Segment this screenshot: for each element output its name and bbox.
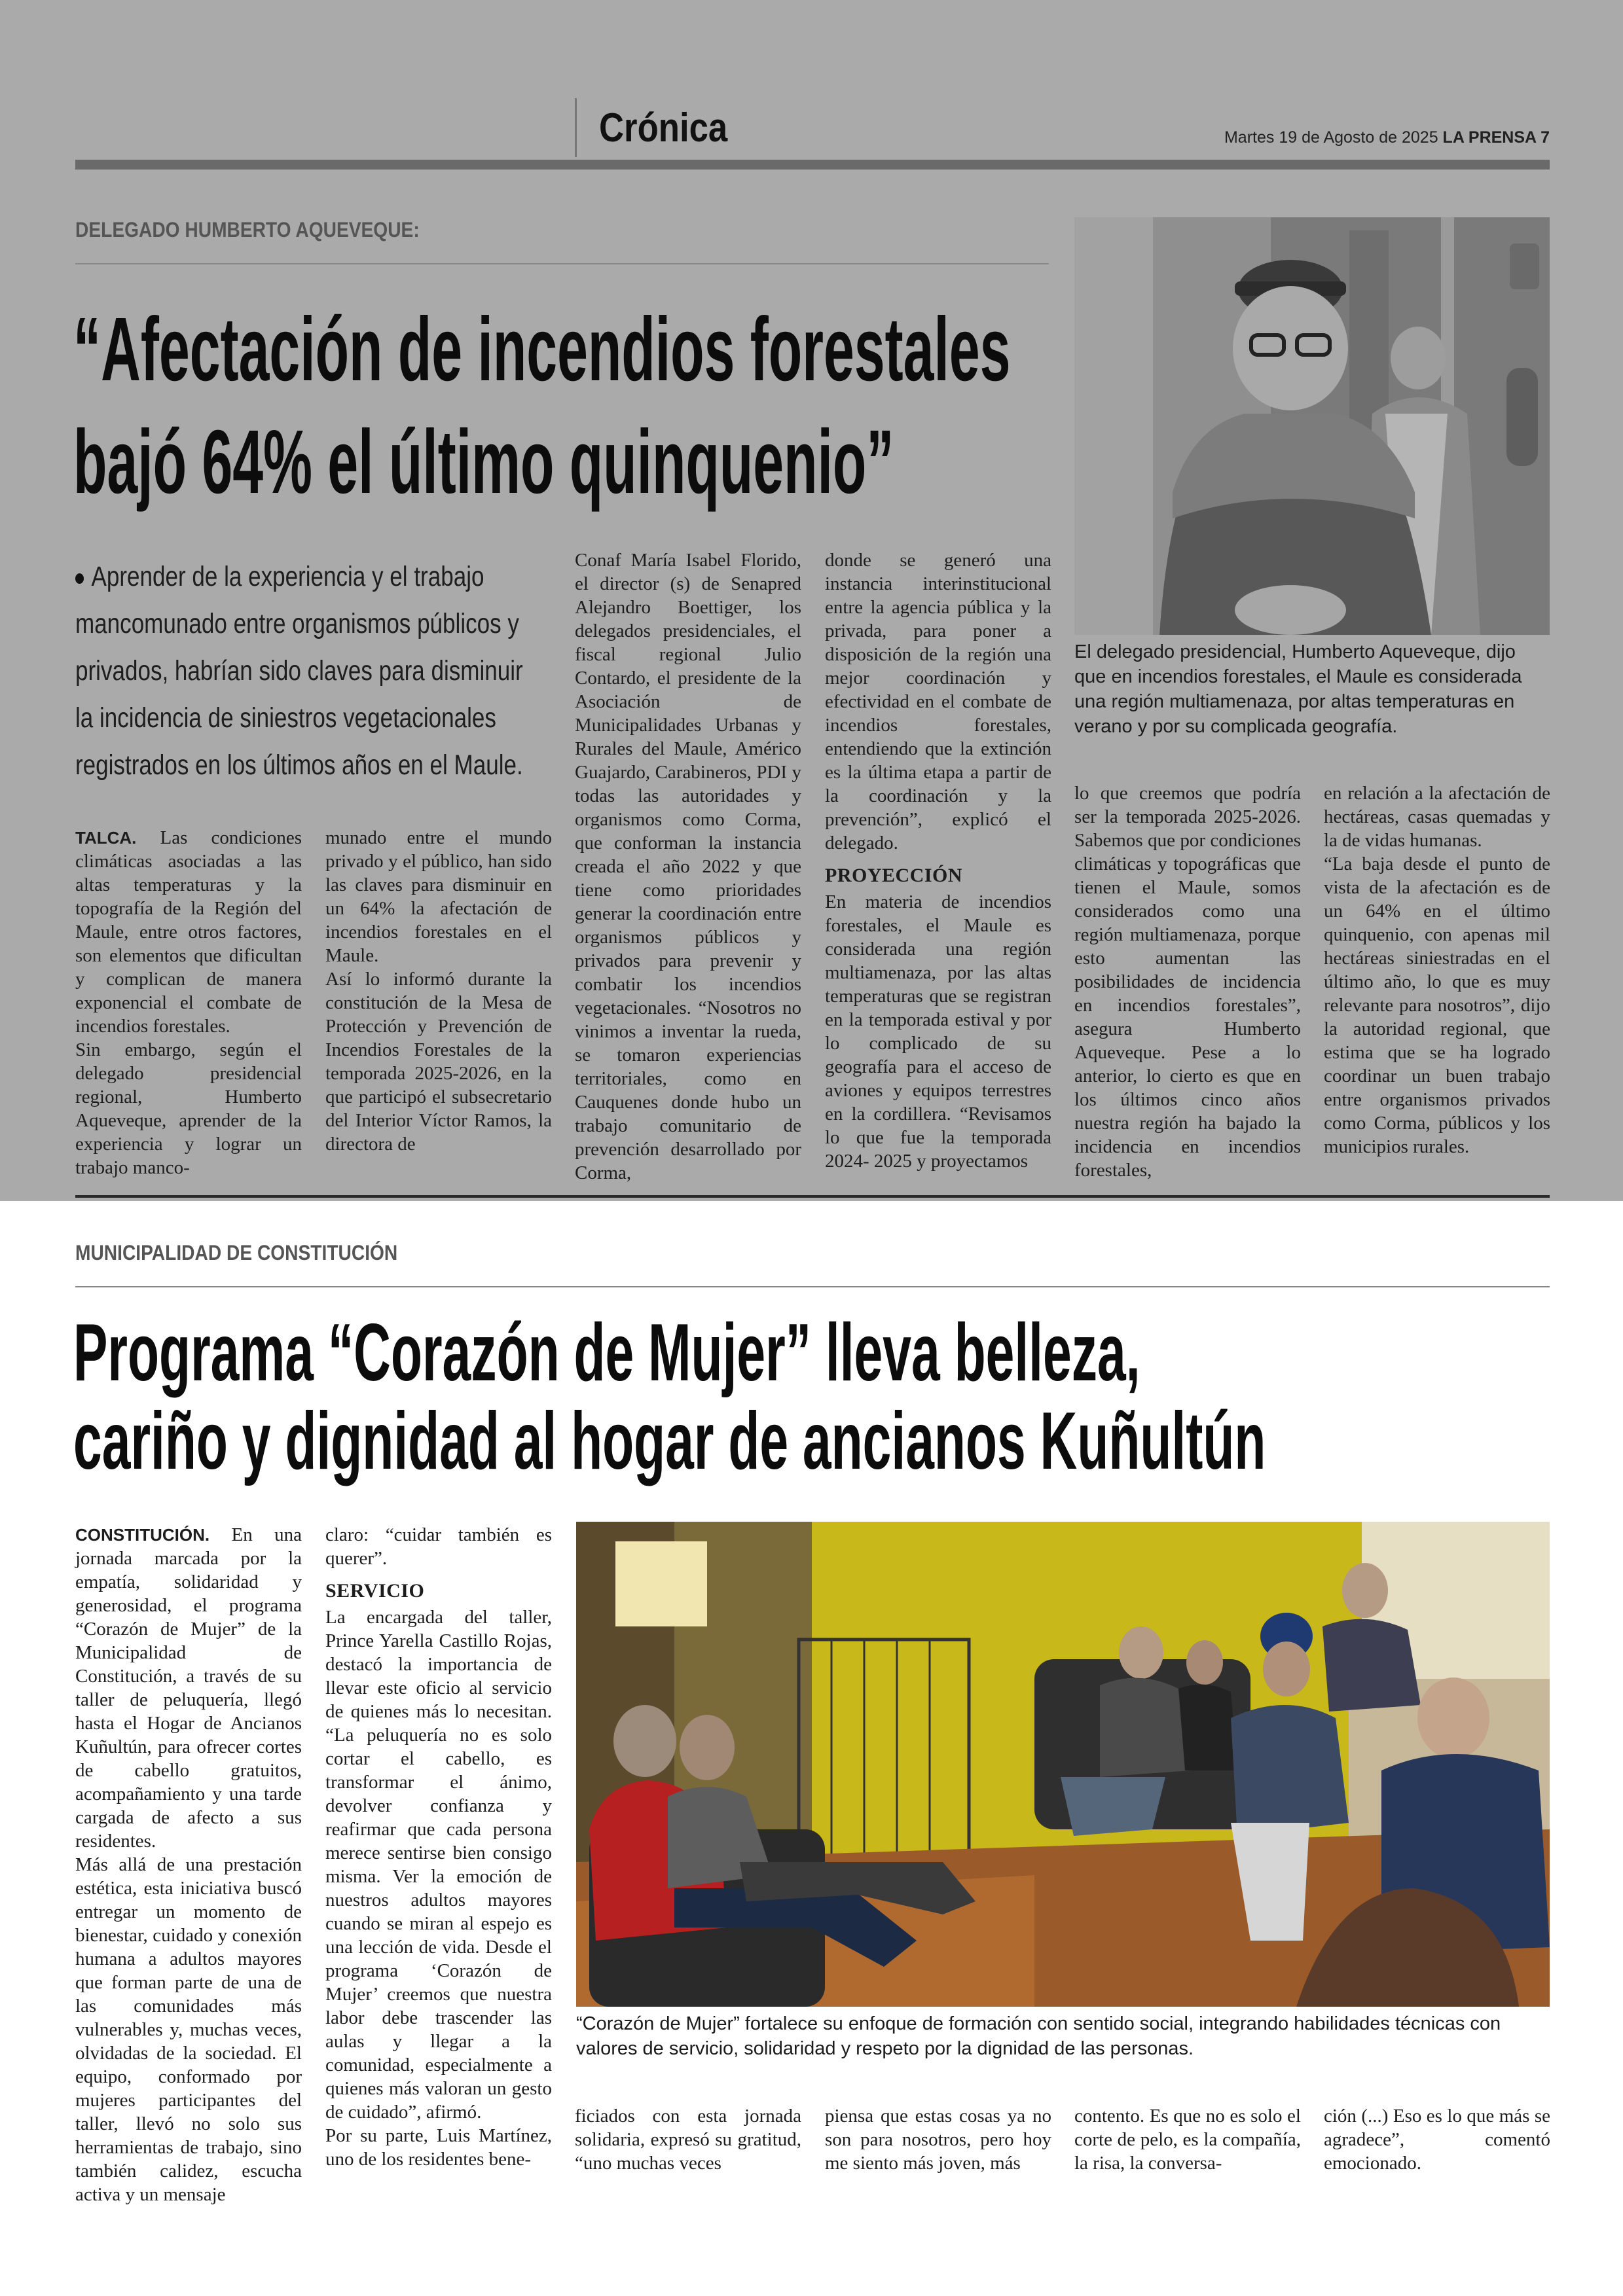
article1-headline-line2: bajó 64% el último quinquenio” [73,412,894,512]
page-header-info [1224,128,1550,147]
article2-photo [576,1522,1550,2007]
article2-col5-p1: contento. Es que no es solo el corte de pelo, es la compañía, la risa, la conversa- [1074,2106,1301,2174]
article2-headline-line1: Programa “Corazón de Mujer” lleva belleza, [73,1308,1140,1398]
article2-dateline: CONSTITUCIÓN. [75,1525,210,1545]
article1-col2-p1: munado entre el mundo privado y el público, han sido las claves para disminuir en un 64% la afectación de incendios forestales en el Maule. [325,827,552,966]
article1-deck [75,553,547,789]
article1-col1-p2: Sin embargo, según el delegado presidencial regional, Humberto Aqueveque, aprender de la experiencia y lograr un trabajo manco- [75,1039,302,1178]
article-separator [75,1195,1550,1198]
article1-col5-p1: lo que creemos que podría ser la temporada 2025-2026. Sabemos que por condiciones climáticas y topográficas que tienen el Maule, somos considerados como una región multiamenaza, porque esto aumentan las posibilidades de incidencia en incendios forestales”, asegura Humberto Aqueveque. Pese a lo anterior, lo cierto es que en los últimos cinco años nuestra región ha bajado la incidencia en incendios forestales, [1074,783,1301,1181]
article2-col2-p1: claro: “cuidar también es querer”. [325,1524,552,1569]
article2-subhead: SERVICIO [325,1580,425,1602]
article1-headline-line1: “Afectación de incendios forestales [73,299,1011,400]
article2-photo-caption: “Corazón de Mujer” fortalece su enfoque de formación con sentido social, integrando habilidades técnicas con valores de servicio, solidaridad y respeto por la dignidad de las personas. [576,2013,1501,2059]
article2-col3-p1: ficiados con esta jornada solidaria, expresó su gratitud, “uno muchas veces [575,2106,801,2174]
article1-column-3 [575,548,801,1185]
article1-kicker-rule [75,263,1049,264]
issue-date: Martes 19 de Agosto de 2025 [1224,128,1438,147]
article2-col1-p1: En una jornada marcada por la empatía, solidaridad y generosidad, el programa “Corazón de Mujer” de la Municipalidad de Constitución, a través de su taller de peluquería, llegó hasta el Hogar de Ancianos Kuñultún, para ofrecer cortes de cabello gratuitos, acompañamiento y una tarde cargada de afecto a sus residentes. [75,1524,302,1852]
section-name: Crónica [599,105,728,151]
article1-column-6 [1324,781,1550,1158]
article1-subhead: PROYECCIÓN [825,865,963,886]
article2-kicker: MUNICIPALIDAD DE CONSTITUCIÓN [75,1241,398,1265]
article1-col3-p1: Conaf María Isabel Florido, el director (s) de Senapred Alejandro Boettiger, los delegados presidenciales, el fiscal regional Julio Contardo, el presidente de la Asociación de Municipalidades Urbanas y Rurales del Maule, Américo Guajardo, Carabineros, PDI y todas las autoridades y organismos como Corma, que conforman la instancia creada el año 2022 y que tiene como prioridades generar la coordinación entre organismos públicos y privados para prevenir y combatir los incendios vegetacionales. “Nosotros no vinimos a inventar la rueda, se tomaron experiencias territoriales, como en Cauquenes donde hubo un trabajo comunitario de prevención desarrollado por Corma, [575,550,801,1183]
article2-col2-p2: La encargada del taller, Prince Yarella Castillo Rojas, destacó la importancia de llevar este oficio al servicio de quienes más lo necesitan. “La peluquería no es solo cortar el cabello, es transformar el ánimo, devolver confianza y reafirmar que cada persona merece sentirse bien consigo misma. Ver la emoción de nuestros adultos mayores cuando se miran al espejo es una lección de vida. Desde el programa ‘Corazón de Mujer’ creemos que nuestra labor debe trascender las aulas y llegar a la comunidad, especialmente a quienes más valoran un gesto de cuidado”, afirmó. [325,1607,552,2123]
article2-kicker-rule [75,1286,1550,1287]
article1-col2-p2: Así lo informó durante la constitución de la Mesa de Protección y Prevención de Incendios Forestales de la temporada 2025-2026, en la que participó el subsecretario del Interior Víctor Ramos, la directora de [325,969,552,1155]
article2-column-2 [325,1523,552,2171]
article1-kicker: DELEGADO HUMBERTO AQUEVEQUE: [75,218,420,242]
section-divider [575,98,577,157]
article1-col4-p1: donde se generó una instancia interinstitucional entre la agencia pública y la privada, para poner a disposición de la región una mejor coordinación y efectividad en el combate de incendios forestales, entendiendo que la extinción es la última etapa a partir de la coordinación y la prevención”, explicó el delegado. [825,550,1051,853]
article1-column-2 [325,826,552,1156]
article2-col1-p2: Más allá de una prestación estética, esta iniciativa buscó entregar un momento de bienestar, cuidado y conexión humana a adultos mayores que forman parte de una de las comunidades más vulnerables y, muchas veces, olvidadas de la sociedad. El equipo, conformado por mujeres participantes del taller, llevó no solo sus herramientas de trabajo, sino también calidez, escucha activa y un mensaje [75,1854,302,2205]
article2-col4-p1: piensa que estas cosas ya no son para nosotros, pero hoy me siento más joven, más [825,2106,1051,2174]
header-bar [75,160,1550,170]
article1-column-5 [1074,781,1301,1182]
article2-col6-p1: ción (...) Eso es lo que más se agradece”, comentó emocionado. [1324,2106,1550,2174]
article1-column-1 [75,826,302,1179]
article1-deck-text: Aprender de la experiencia y el trabajo mancomunado entre organismos públicos y privados, habrían sido claves para disminuir la incidencia de siniestros vegetacionales registrados en los últimos años en el Maule. [75,561,523,781]
article1-photo-caption: El delegado presidencial, Humberto Aqueveque, dijo que en incendios forestales, el Maule es considerada una región multiamenaza, por altas temperaturas en verano y por su complicada geografía. [1074,641,1522,737]
article1-photo [1074,217,1550,635]
article1-col6-p2: “La baja desde el punto de vista de la afectación es de un 64% en el último quinquenio, con apenas mil hectáreas siniestradas en el último año, lo que es muy relevante para nosotros”, dijo la autoridad regional, que estima que se ha logrado coordinar un buen trabajo entre organismos privados como Corma, públicos y los municipios rurales. [1324,853,1550,1157]
article1-col6-p1: en relación a la afectación de hectáreas, casas quemadas y la de vidas humanas. [1324,783,1550,851]
article2-column-6 [1324,2104,1550,2175]
delegate-portrait-illustration [1074,217,1550,635]
article2-headline [73,1309,1266,1486]
article2-column-4 [825,2104,1051,2175]
newspaper-name-page: LA PRENSA 7 [1442,128,1550,147]
article1-column-4 [825,548,1051,1173]
article1-dateline: TALCA. [75,828,137,848]
article2-column-3 [575,2104,801,2175]
article1-col4-p2: En materia de incendios forestales, el Maule es considerada una región multiamenaza, por las altas temperaturas que se registran en la temporada estival y por lo complicado de su geografía para el acceso de aviones y equipos terrestres en la cordillera. “Revisamos lo que fue la temporada 2024- 2025 y proyectamos [825,891,1051,1172]
article1-col1-p1: Las condiciones climáticas asociadas a las altas temperaturas y la topografía de la Región del Maule, entre otros factores, son elementos que dificultan y complican de manera exponencial el combate de incendios forestales. [75,827,302,1037]
nursing-home-residents-illustration [576,1522,1550,2007]
article2-column-1 [75,1523,302,2206]
article2-headline-line2: cariño y dignidad al hogar de ancianos Kuñultún [73,1396,1266,1486]
article2-col2-p3: Por su parte, Luis Martínez, uno de los residentes bene- [325,2125,552,2170]
article1-headline [73,293,1010,518]
bullet-icon [75,573,84,584]
article2-column-5 [1074,2104,1301,2175]
